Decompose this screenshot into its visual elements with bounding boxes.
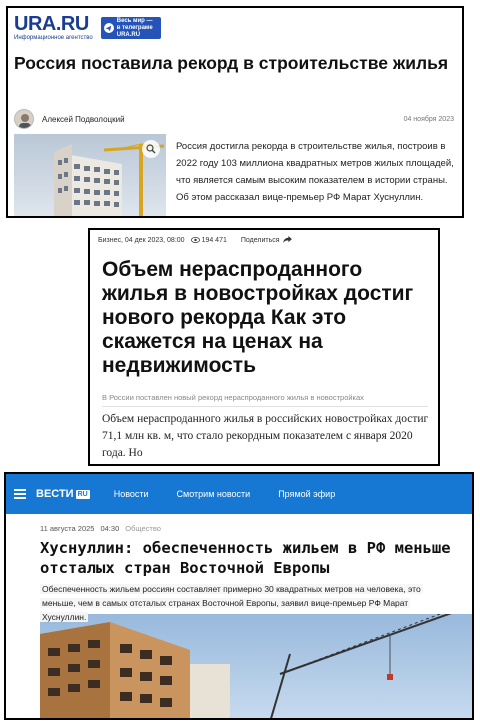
article-lead <box>40 582 432 624</box>
article-meta <box>98 236 292 245</box>
article-date: Бизнес, 04 дек 2023, 08:00 <box>98 237 185 244</box>
article-lead-text: Обеспеченность жильем россиян составляет примерно 30 квадратных метров на человека, это меньше, чем в самых отсталых странах Восточной Европы, заявил вице-премьер РФ Марат Хуснуллин. <box>42 584 421 622</box>
author-name[interactable]: Алексей Подволоцкий <box>42 114 125 124</box>
business-article-card <box>88 228 440 466</box>
divider <box>102 406 428 407</box>
article-time: 04:30 <box>100 524 120 533</box>
menu-icon[interactable] <box>14 489 26 499</box>
share-arrow-icon <box>283 236 292 245</box>
vesti-logo-text: ВЕСТИ <box>36 488 74 500</box>
article-subcaption: В России поставлен новый рекорд нераспроданного жилья в новостройках <box>102 393 364 402</box>
article-title-regular: Как это скажется на ценах на недвижимость <box>102 306 347 377</box>
article-title <box>102 258 432 378</box>
telegram-badge[interactable] <box>101 17 161 39</box>
author-avatar[interactable] <box>14 109 34 129</box>
share-label: Поделиться <box>240 237 280 244</box>
article-title: Россия поставила рекорд в строительстве жилья <box>14 53 449 73</box>
zoom-icon[interactable] <box>142 140 160 158</box>
ura-article-card <box>6 6 464 218</box>
article-date: 11 августа 2025 <box>40 524 95 533</box>
nav-item-news[interactable]: Новости <box>113 489 149 499</box>
article-photo[interactable] <box>40 614 474 720</box>
views-counter <box>191 237 227 245</box>
article-meta <box>40 524 161 533</box>
telegram-badge-line1: Весь мир — <box>116 17 153 24</box>
telegram-badge-line2: в телеграме <box>116 24 153 31</box>
views-count: 194 471 <box>201 237 227 244</box>
vesti-nav-bar <box>6 474 472 514</box>
eye-icon <box>191 237 200 245</box>
nav-item-live[interactable]: Прямой эфир <box>278 489 336 499</box>
publish-date: 04 ноября 2023 <box>403 115 454 123</box>
article-category[interactable]: Общество <box>125 524 161 533</box>
ura-header <box>14 14 161 44</box>
ura-logo[interactable] <box>14 14 93 42</box>
ura-logo-tagline: Информационное агентство <box>14 35 93 41</box>
article-lead: Объем нераспроданного жилья в российских новостройках достиг 71,1 млн кв. м, что стало рекордным показателем с января 2020 года. Но <box>102 413 429 459</box>
share-button[interactable] <box>241 236 292 245</box>
telegram-badge-line3: URA.RU <box>116 31 141 38</box>
article-photo[interactable] <box>14 134 166 218</box>
vesti-article-card <box>4 472 474 720</box>
article-title-bold: Объем нераспроданного жилья в новостройках достиг нового рекорда <box>102 258 414 329</box>
author-row <box>14 108 454 130</box>
vesti-logo[interactable] <box>36 488 90 500</box>
nav-item-watch-news[interactable]: Смотрим новости <box>176 489 251 499</box>
ura-logo-text: URA.RU <box>14 13 89 35</box>
telegram-icon <box>104 23 114 33</box>
telegram-badge-text <box>117 18 153 39</box>
article-lead: Россия достигла рекорда в строительстве жилья, построив в 2022 году 103 миллиона квадратных метров жилых площадей, что является самым высоким показателем в истории страны. Об этом рассказал вице-премьер РФ Марат Хуснуллин. <box>176 141 454 203</box>
article-title: Хуснуллин: обеспеченность жильем в РФ меньше отсталых стран Восточной Европы <box>40 539 451 577</box>
vesti-logo-badge: RU <box>77 490 88 498</box>
